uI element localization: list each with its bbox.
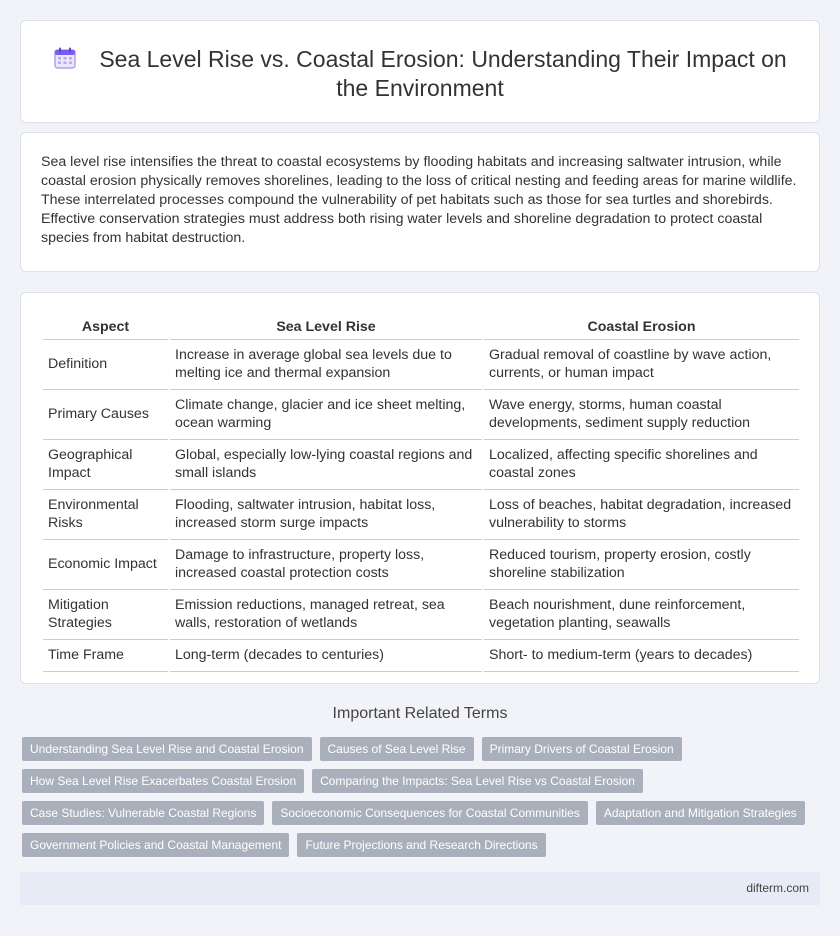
footer (20, 872, 820, 905)
coastal-erosion-cell: Reduced tourism, property erosion, costly shoreline stabilization (483, 540, 799, 590)
sea-level-rise-cell: Flooding, saltwater intrusion, habitat loss, increased storm surge impacts (169, 490, 483, 540)
related-term-link[interactable]: Adaptation and Mitigation Strategies (596, 801, 805, 825)
table-row (43, 490, 799, 540)
comparison-table-card (20, 292, 820, 684)
header-sea-level-rise: Sea Level Rise (169, 313, 483, 340)
table-header-row (43, 313, 799, 340)
sea-level-rise-cell: Increase in average global sea levels due to melting ice and thermal expansion (169, 340, 483, 390)
related-term-link[interactable]: Understanding Sea Level Rise and Coastal Erosion (22, 737, 312, 761)
related-term-link[interactable]: Causes of Sea Level Rise (320, 737, 474, 761)
related-term-link[interactable]: Government Policies and Coastal Management (22, 833, 289, 857)
related-terms-heading: Important Related Terms (332, 705, 508, 722)
title-card (20, 20, 820, 123)
related-term-link[interactable]: Comparing the Impacts: Sea Level Rise vs Coastal Erosion (312, 769, 643, 793)
header-aspect: Aspect (43, 313, 169, 340)
table-row (43, 390, 799, 440)
table-row (43, 590, 799, 640)
table-row (43, 640, 799, 672)
page-title: Sea Level Rise vs. Coastal Erosion: Understanding Their Impact on the Environment (99, 46, 787, 101)
coastal-erosion-cell: Loss of beaches, habitat degradation, increased vulnerability to storms (483, 490, 799, 540)
coastal-erosion-cell: Gradual removal of coastline by wave action, currents, or human impact (483, 340, 799, 390)
footer-site-link[interactable]: difterm.com (746, 881, 809, 895)
header-coastal-erosion: Coastal Erosion (483, 313, 799, 340)
table-row (43, 440, 799, 490)
coastal-erosion-cell: Beach nourishment, dune reinforcement, vegetation planting, seawalls (483, 590, 799, 640)
sea-level-rise-cell: Emission reductions, managed retreat, sea walls, restoration of wetlands (169, 590, 483, 640)
table-row (43, 540, 799, 590)
aspect-cell: Primary Causes (43, 390, 169, 440)
summary-text: Sea level rise intensifies the threat to coastal ecosystems by flooding habitats and increasing saltwater intrusion, while coastal erosion physically removes shorelines, leading to the loss of critical nesting and feeding areas for marine wildlife. These interrelated processes compound the vulnerability of pet habitats such as those for sea turtles and shorebirds. Effective conservation strategies must address both rising water levels and shoreline degradation to protect coastal species from habitat destruction. (41, 154, 797, 246)
aspect-cell: Time Frame (43, 640, 169, 672)
comparison-table (43, 313, 799, 672)
related-term-link[interactable]: Socioeconomic Consequences for Coastal Communities (272, 801, 587, 825)
sea-level-rise-cell: Long-term (decades to centuries) (169, 640, 483, 672)
related-term-link[interactable]: Case Studies: Vulnerable Coastal Regions (22, 801, 264, 825)
calendar-icon (53, 46, 77, 70)
aspect-cell: Economic Impact (43, 540, 169, 590)
sea-level-rise-cell: Global, especially low-lying coastal regions and small islands (169, 440, 483, 490)
sea-level-rise-cell: Damage to infrastructure, property loss, increased coastal protection costs (169, 540, 483, 590)
page-title-wrap (41, 45, 799, 103)
aspect-cell: Environmental Risks (43, 490, 169, 540)
aspect-cell: Mitigation Strategies (43, 590, 169, 640)
aspect-cell: Definition (43, 340, 169, 390)
related-term-link[interactable]: Future Projections and Research Directions (297, 833, 545, 857)
aspect-cell: Geographical Impact (43, 440, 169, 490)
coastal-erosion-cell: Wave energy, storms, human coastal developments, sediment supply reduction (483, 390, 799, 440)
related-terms-list (22, 737, 822, 857)
coastal-erosion-cell: Localized, affecting specific shorelines and coastal zones (483, 440, 799, 490)
table-row (43, 340, 799, 390)
sea-level-rise-cell: Climate change, glacier and ice sheet melting, ocean warming (169, 390, 483, 440)
coastal-erosion-cell: Short- to medium-term (years to decades) (483, 640, 799, 672)
related-term-link[interactable]: How Sea Level Rise Exacerbates Coastal Erosion (22, 769, 304, 793)
summary-card (20, 132, 820, 272)
related-term-link[interactable]: Primary Drivers of Coastal Erosion (482, 737, 682, 761)
